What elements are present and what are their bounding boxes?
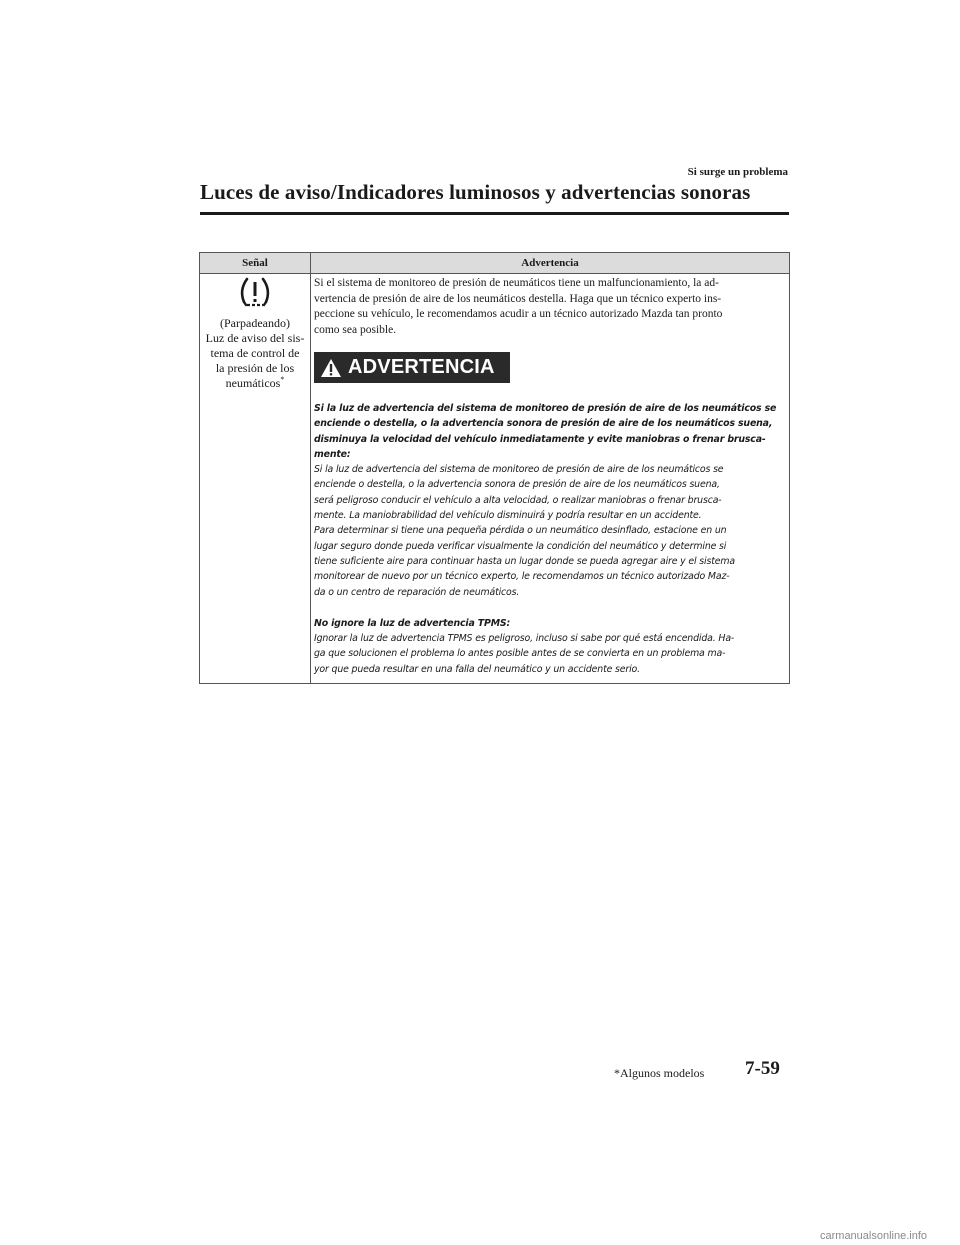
intro-paragraph <box>314 276 786 338</box>
warning-heading-line: Si la luz de advertencia del sistema de monitoreo de presión de aire de los neumáticos se <box>314 403 777 414</box>
warning-body-line: yor que pueda resultar en una falla del neumático y un accidente serio. <box>314 663 640 675</box>
running-head: Si surge un problema <box>687 166 788 178</box>
warning-banner <box>314 352 510 383</box>
intro-line: como sea posible. <box>314 323 397 336</box>
page-number: 7-59 <box>745 1058 780 1079</box>
warning-body-line: ga que solucionen el problema lo antes posible antes de se convierta en un problema ma- <box>314 648 726 660</box>
tpms-warning-icon <box>235 274 275 310</box>
signal-status: (Parpadeando) <box>220 316 290 330</box>
warning-body-line: Si la luz de advertencia del sistema de monitoreo de presión de aire de los neumáticos se <box>314 464 724 476</box>
warning-body-line: enciende o destella, o la advertencia sonora de presión de aire de los neumáticos suena, <box>314 479 720 491</box>
intro-line: vertencia de presión de aire de los neumáticos destella. Haga que un técnico experto ins- <box>314 292 722 305</box>
signal-name-line: Luz de aviso del sis- <box>205 331 305 345</box>
warning-body-line: será peligroso conducir el vehículo a alta velocidad, o realizar maniobras o frenar brusca- <box>314 494 722 506</box>
warning-body-line: lugar seguro donde pueda verificar visualmente la condición del neumático y determine si <box>314 540 727 552</box>
warning-heading-line: No ignore la luz de advertencia TPMS: <box>314 617 511 629</box>
some-models-mark: * <box>280 375 285 384</box>
warning-heading-line: disminuya la velocidad del vehículo inmediatamente y evite maniobras o frenar brusca- <box>314 433 766 445</box>
signal-name-line: la presión de los <box>215 361 295 375</box>
title-rule <box>200 212 789 215</box>
warning-label: ADVERTENCIA <box>348 356 495 378</box>
intro-line: Si el sistema de monitoreo de presión de neumáticos tiene un malfuncionamiento, la ad- <box>314 277 719 289</box>
warning-body-line: monitorear de nuevo por un técnico experto, le recomendamos un técnico autorizado Maz- <box>314 571 730 583</box>
warning-heading-line: mente: <box>314 448 351 460</box>
intro-line: peccione su vehículo, le recomendamos acudir a un técnico autorizado Mazda tan pronto <box>314 308 723 320</box>
warning-body-line: tiene suficiente aire para continuar hasta un lugar donde se pueda agregar aire y el sistema <box>314 555 735 567</box>
table-header-row <box>200 253 790 274</box>
warning-triangle-icon <box>320 358 342 378</box>
warning-cell <box>311 274 790 684</box>
warning-lights-table <box>199 252 790 684</box>
page-title: Luces de aviso/Indicadores luminosos y advertencias sonoras <box>200 180 751 204</box>
signal-name-line <box>202 376 308 391</box>
column-header-signal: Señal <box>200 253 311 274</box>
signal-name-last: neumáticos <box>225 376 281 390</box>
table-row <box>200 274 790 684</box>
column-header-warning: Advertencia <box>311 253 790 274</box>
signal-name-line: tema de control de <box>210 346 300 360</box>
warning-block-2 <box>314 616 786 677</box>
warning-body-line: Para determinar si tiene una pequeña pérdida o un neumático desinflado, estacione en un <box>314 525 727 537</box>
footnote: *Algunos modelos <box>614 1066 705 1080</box>
warning-heading-line: enciende o destella, o la advertencia sonora de presión de aire de los neumáticos suena, <box>314 418 773 430</box>
warning-body-line: da o un centro de reparación de neumáticos. <box>314 586 520 598</box>
warning-block-1 <box>314 401 786 600</box>
watermark-link[interactable]: carmanualsonline.info <box>820 1230 928 1242</box>
warning-body-line: Ignorar la luz de advertencia TPMS es peligroso, incluso si sabe por qué está encendida. Ha- <box>314 633 735 645</box>
warning-body-line: mente. La maniobrabilidad del vehículo disminuirá y podría resultar en un accidente. <box>314 510 702 522</box>
signal-cell <box>200 274 311 684</box>
